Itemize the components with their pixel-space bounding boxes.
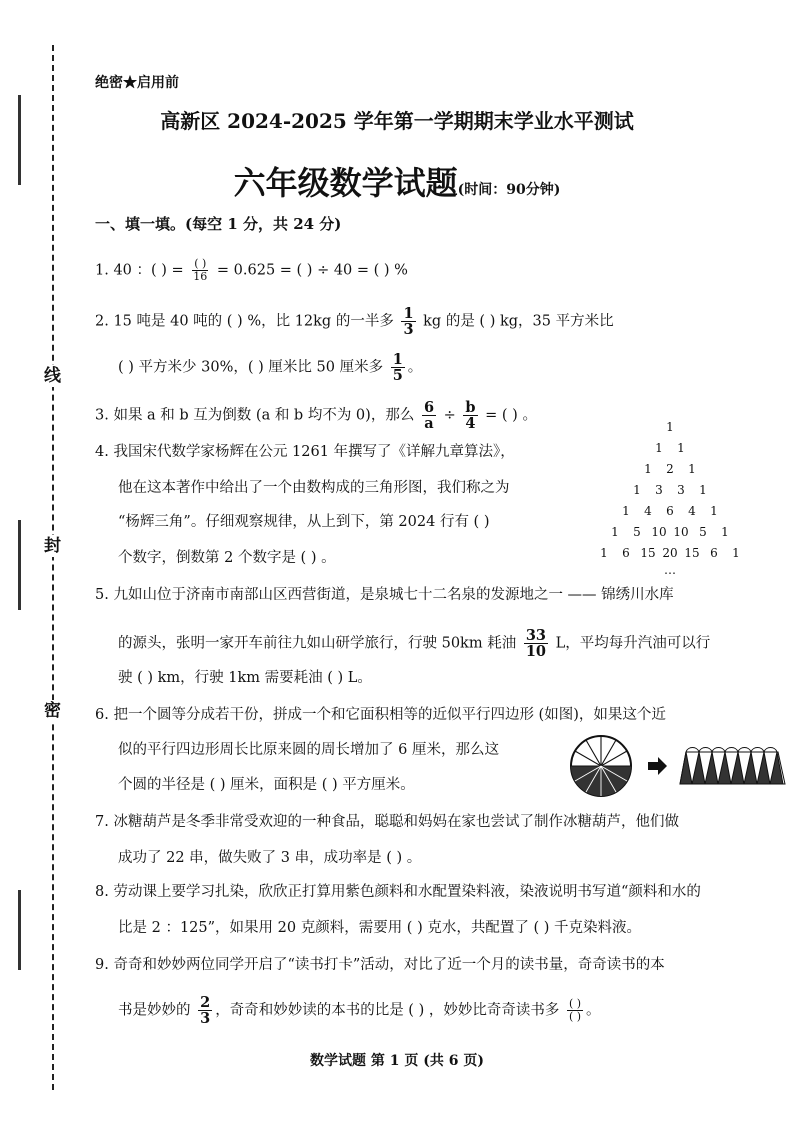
q9-frac1-num: 2 [200, 994, 211, 1011]
question-6-line-2: 似的平行四边形周长比原来圆的周长增加了 6 厘米，那么这 [118, 742, 499, 758]
time-limit: (时间：90分钟) [457, 182, 561, 198]
q5-text: 的源头，张明一家开车前往九如山研学旅行，行驶 50km 耗油 [118, 635, 521, 652]
q3-text: 3. 如果 a 和 b 互为倒数 (a 和 b 均不为 0)，那么 [95, 407, 419, 424]
q2-text-4: 。 [407, 359, 423, 376]
binding-char-feng: 封 [44, 536, 61, 556]
yanghui-triangle [590, 420, 750, 579]
paper-title [0, 158, 794, 204]
q1-text-2: = 0.625 = ( ) ÷ 40 = ( ) % [212, 262, 408, 279]
triangle-number: 5 [699, 525, 707, 539]
triangle-number: 3 [655, 483, 663, 497]
triangle-number: 1 [677, 441, 685, 455]
q9-text-2: ，奇奇和妙妙读的本书的比是 ( ) ，妙妙比奇奇读书多 [215, 1002, 564, 1019]
triangle-number: 4 [688, 504, 696, 518]
question-6-line-1: 6. 把一个圆等分成若干份，拼成一个和它面积相等的近似平行四边形 (如图)，如果这个近 [95, 707, 666, 723]
triangle-number: 15 [684, 546, 700, 560]
question-4-line-2: 他在这本著作中给出了一个由数构成的三角形图，我们称之为 [118, 480, 510, 496]
question-6-line-3: 个圆的半径是 ( ) 厘米，面积是 ( ) 平方厘米。 [118, 777, 415, 793]
page-footer: 数学试题 第 1 页 (共 6 页) [310, 1053, 484, 1069]
triangle-number: 10 [673, 525, 689, 539]
triangle-row [590, 420, 750, 441]
question-8-line-2: 比是 2 ：125”，如果用 20 克颜料，需要用 ( ) 克水，共配置了 ( ) 千克染料液。 [118, 920, 641, 936]
triangle-number: 20 [662, 546, 678, 560]
triangle-number: 1 [688, 462, 696, 476]
q9-fraction-2 [567, 998, 583, 1023]
question-4-line-4: 个数字，倒数第 2 个数字是 ( ) 。 [118, 550, 336, 566]
q3-fraction-2 [463, 400, 477, 431]
q3-frac1-num: 6 [423, 399, 435, 416]
question-2-line-2 [118, 352, 422, 383]
question-5-line-3: 驶 ( ) km，行驶 1km 需要耗油 ( ) L。 [118, 670, 372, 686]
q1-fraction [191, 258, 209, 283]
question-1 [95, 258, 408, 283]
question-4-line-1: 4. 我国宋代数学家杨辉在公元 1261 年撰写了《详解九章算法》， [95, 444, 515, 460]
q3-fraction-1 [422, 400, 436, 431]
q9-frac2-den: ( ) [568, 1010, 582, 1023]
triangle-number: 2 [666, 462, 674, 476]
question-8-line-1: 8. 劳动课上要学习扎染，欣欣正打算用紫色颜料和水配置染料液，染液说明书写道“颜料和水的 [95, 884, 701, 900]
triangle-number: 6 [622, 546, 630, 560]
triangle-number: 1 [732, 546, 740, 560]
triangle-number: 1 [655, 441, 663, 455]
triangle-number: 3 [677, 483, 685, 497]
exam-title: 高新区 2024-2025 学年第一学期期末学业水平测试 [160, 109, 634, 133]
scan-edge-line [18, 520, 21, 610]
triangle-number: 6 [666, 504, 674, 518]
triangle-number: 15 [640, 546, 656, 560]
triangle-number: 1 [622, 504, 630, 518]
triangle-row [590, 525, 750, 546]
q5-text-2: L，平均每升汽油可以行 [551, 635, 711, 652]
q3-frac1-den: a [424, 415, 434, 432]
parallelogram-sectors-icon [680, 748, 785, 785]
q5-fraction [524, 628, 548, 659]
triangle-number: 10 [651, 525, 667, 539]
triangle-row [590, 462, 750, 483]
q9-text-3: 。 [586, 1002, 601, 1019]
paper-title-text: 六年级数学试题 [233, 164, 458, 202]
q2-frac2-num: 1 [392, 351, 403, 368]
q9-text: 书是妙妙的 [118, 1002, 196, 1019]
question-5-line-2 [118, 628, 710, 659]
triangle-number: 4 [644, 504, 652, 518]
triangle-number: 5 [633, 525, 641, 539]
binding-char-mi: 密 [44, 701, 61, 721]
triangle-row [590, 483, 750, 504]
question-9-line-2 [118, 995, 601, 1026]
q2-frac1-num: 1 [403, 305, 414, 322]
triangle-number: 1 [666, 420, 674, 434]
question-9-line-1: 9. 奇奇和妙妙两位同学开启了“读书打卡”活动，对比了近一个月的读书量，奇奇读书的本 [95, 957, 665, 973]
q2-text-3: ( ) 平方米少 30%，( ) 厘米比 50 厘米多 [118, 359, 388, 376]
q2-fraction-2 [391, 352, 405, 383]
q3-frac2-den: 4 [465, 415, 476, 432]
q9-frac2-num: ( ) [568, 997, 582, 1010]
q9-frac1-den: 3 [200, 1010, 211, 1027]
triangle-number: 1 [633, 483, 641, 497]
q5-frac-num: 33 [525, 627, 546, 644]
triangle-number: 6 [710, 546, 718, 560]
q1-frac-num: ( ) [194, 257, 207, 270]
q9-fraction-1 [198, 995, 212, 1026]
triangle-number: 1 [710, 504, 718, 518]
q3-frac2-num: b [465, 399, 476, 416]
q2-text-2: kg 的是 ( ) kg，35 平方米比 [418, 313, 614, 330]
question-4-line-3: “杨辉三角”。仔细观察规律，从上到下，第 2024 行有 ( ) [118, 514, 490, 530]
triangle-number: 1 [600, 546, 608, 560]
q2-frac2-den: 5 [392, 367, 403, 384]
triangle-number: 1 [721, 525, 729, 539]
question-3 [95, 400, 537, 431]
q3-text-2: = ( ) 。 [480, 407, 537, 424]
triangle-number: 1 [644, 462, 652, 476]
q2-frac1-den: 3 [403, 321, 414, 338]
question-2 [95, 306, 614, 337]
circle-to-parallelogram-figure [568, 732, 788, 802]
question-7-line-2: 成功了 22 串，做失败了 3 串，成功率是 ( ) 。 [118, 850, 422, 866]
triangle-row [590, 504, 750, 525]
scan-edge-line [18, 890, 21, 970]
question-7-line-1: 7. 冰糖葫芦是冬季非常受欢迎的一种食品，聪聪和妈妈在家也尝试了制作冰糖葫芦，他们做 [95, 814, 679, 830]
triangle-ellipsis: … [664, 563, 676, 577]
question-5-line-1: 5. 九如山位于济南市南部山区西营街道，是泉城七十二名泉的发源地之一 —— 锦绣川水库 [95, 587, 674, 603]
q2-fraction-1 [401, 306, 415, 337]
arrow-right-icon [648, 757, 667, 775]
q3-divide: ÷ [439, 407, 461, 424]
binding-char-xian: 线 [44, 366, 61, 386]
section-title: 一、填一填。(每空 1 分，共 24 分) [95, 215, 342, 233]
triangle-number: 1 [699, 483, 707, 497]
q5-frac-den: 10 [525, 643, 546, 660]
triangle-number: 1 [611, 525, 619, 539]
q1-text: 1. 40 ：( ) = [95, 262, 189, 279]
sectored-circle-icon [571, 736, 631, 796]
q1-frac-den: 16 [193, 270, 208, 283]
confidential-label: 绝密★启用前 [95, 75, 179, 91]
q2-text: 2. 15 吨是 40 吨的 ( ) %，比 12kg 的一半多 [95, 313, 399, 330]
triangle-row [590, 441, 750, 462]
